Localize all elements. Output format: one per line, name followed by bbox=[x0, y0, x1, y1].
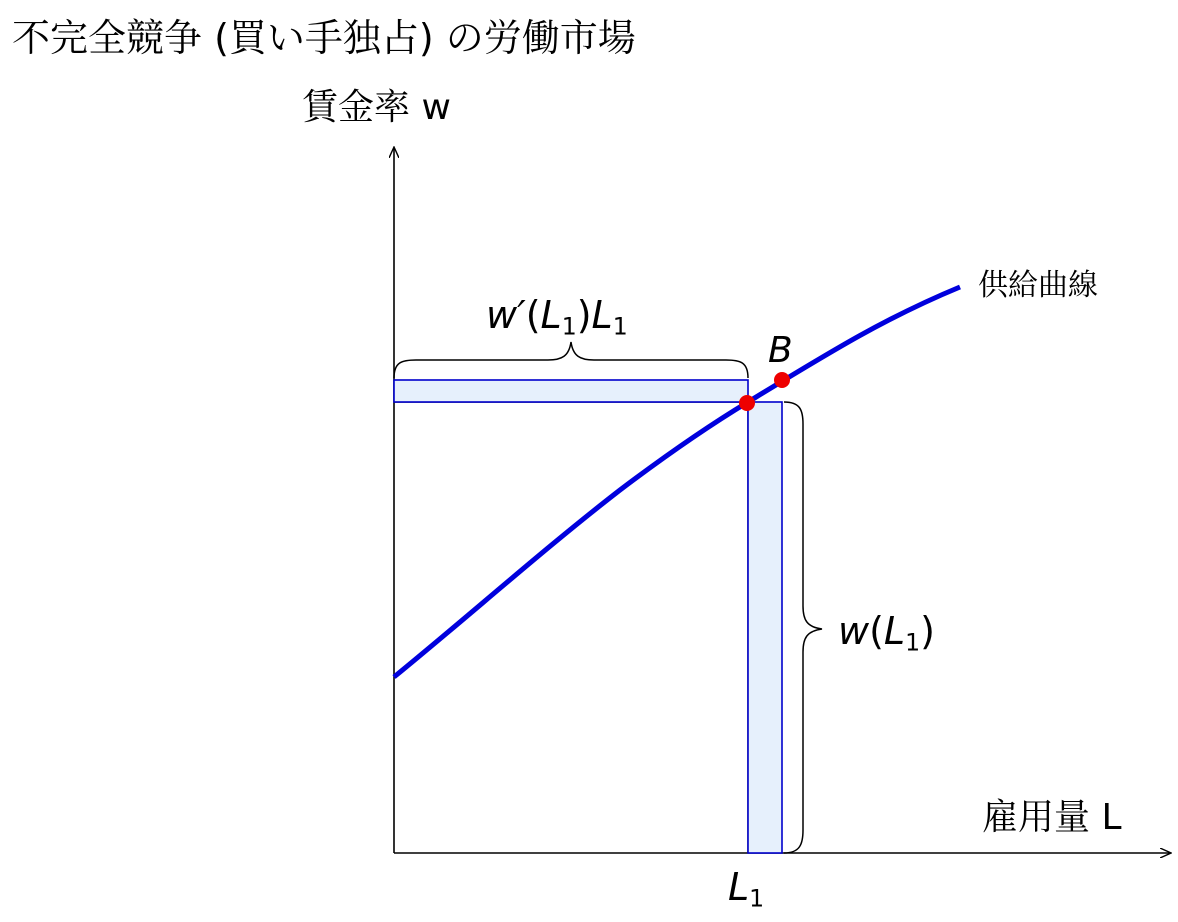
supply-curve-label: 供給曲線 bbox=[978, 268, 1098, 303]
diagram-title: 不完全競争 (買い手独占) の労働市場 bbox=[12, 16, 636, 60]
wage-symbol: w bbox=[838, 609, 870, 653]
point-b bbox=[774, 372, 790, 388]
area-arg: L bbox=[540, 293, 562, 337]
wage-arg: L bbox=[883, 609, 906, 653]
wage-label: $w(L_1)$ bbox=[838, 609, 935, 657]
wage-brace bbox=[784, 402, 822, 853]
total-cost-label: $w'(L_1)L_1$ bbox=[486, 293, 628, 341]
area-tail: L bbox=[591, 293, 613, 337]
area-arg-sub: 1 bbox=[561, 312, 577, 341]
marginal-worker-strip bbox=[748, 402, 782, 853]
area-tail-sub: 1 bbox=[612, 312, 628, 341]
y-axis-label: 賃金率 w bbox=[302, 87, 451, 128]
point-b-label: B bbox=[768, 330, 793, 371]
l1-tick-label bbox=[728, 864, 764, 922]
marginal-wage-strip bbox=[394, 380, 748, 402]
wage-arg-sub: 1 bbox=[905, 628, 921, 657]
x-axis-label: 雇用量 L bbox=[982, 797, 1122, 838]
l1-sub: 1 bbox=[749, 884, 765, 913]
area-symbol: w′ bbox=[486, 293, 526, 337]
l1-symbol: L bbox=[728, 865, 750, 909]
equilibrium-point bbox=[739, 395, 755, 411]
